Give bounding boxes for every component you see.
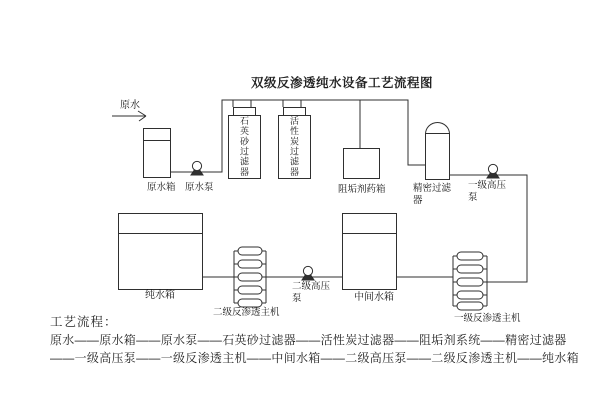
membrane-capsule bbox=[238, 286, 262, 294]
membrane-capsule bbox=[457, 278, 483, 286]
membrane-capsule bbox=[457, 265, 483, 273]
quartz-filter-label: 石英砂过滤器 bbox=[239, 116, 249, 178]
carbon-filter-label: 活性炭过滤器 bbox=[289, 116, 299, 178]
page-title: 双级反渗透纯水设备工艺流程图 bbox=[251, 76, 434, 90]
water-level-line bbox=[119, 233, 202, 234]
activated-carbon-filter bbox=[278, 115, 311, 179]
stage2-ro-unit-label: 二级反渗透主机 bbox=[213, 307, 280, 318]
raw-water-tank-label: 原水箱 bbox=[147, 182, 176, 193]
intermediate-tank bbox=[342, 213, 397, 290]
raw-water-pump-icon bbox=[191, 161, 203, 175]
process-flow-line2: ——一级高压泵——一级反渗透主机——中间水箱——二级高压泵——二级反渗透主机——纯水箱 bbox=[50, 351, 579, 365]
stage2-hp-pump-icon bbox=[302, 266, 314, 280]
intermediate-tank-label: 中间水箱 bbox=[354, 292, 394, 303]
raw-water-inlet-label: 原水 bbox=[120, 100, 140, 111]
quartz-sand-filter bbox=[228, 115, 261, 179]
water-level-line bbox=[144, 140, 170, 141]
pure-water-tank bbox=[118, 213, 203, 290]
antiscalant-dosing-box-label: 阻垢剂药箱 bbox=[338, 184, 386, 195]
process-flow-text bbox=[50, 314, 590, 367]
water-level-line bbox=[343, 233, 396, 234]
stage2-ro-rack bbox=[234, 247, 266, 307]
antiscalant-dosing-box bbox=[343, 148, 380, 179]
membrane-capsule bbox=[238, 273, 262, 281]
stage1-ro-unit-label: 一级反渗透主机 bbox=[454, 313, 521, 324]
membrane-capsule bbox=[457, 291, 483, 299]
membrane-capsule bbox=[238, 299, 262, 307]
precision-filter-label: 精密过滤器 bbox=[413, 183, 452, 206]
process-flow-heading: 工艺流程： bbox=[50, 315, 118, 329]
pipe-filter-stubs bbox=[233, 100, 301, 107]
precision-filter bbox=[425, 133, 450, 180]
membrane-capsule bbox=[457, 252, 483, 260]
stage1-hp-pump-label: 一级高压泵 bbox=[468, 180, 507, 203]
raw-water-tank bbox=[143, 128, 171, 178]
stage1-ro-rack bbox=[453, 252, 487, 310]
membrane-capsule bbox=[238, 247, 262, 255]
membrane-capsule bbox=[457, 302, 483, 310]
process-flow-line1: 原水——原水箱——原水泵——石英砂过滤器——活性炭过滤器——阻垢剂系统——精密过滤器 bbox=[50, 333, 567, 347]
pure-water-tank-label: 纯水箱 bbox=[145, 290, 175, 301]
stage2-hp-pump-label: 二级高压泵 bbox=[292, 281, 331, 304]
raw-water-arrow-icon bbox=[112, 111, 146, 121]
raw-water-pump-label: 原水泵 bbox=[185, 182, 214, 193]
stage1-hp-pump-icon bbox=[487, 164, 499, 178]
membrane-capsule bbox=[238, 260, 262, 268]
